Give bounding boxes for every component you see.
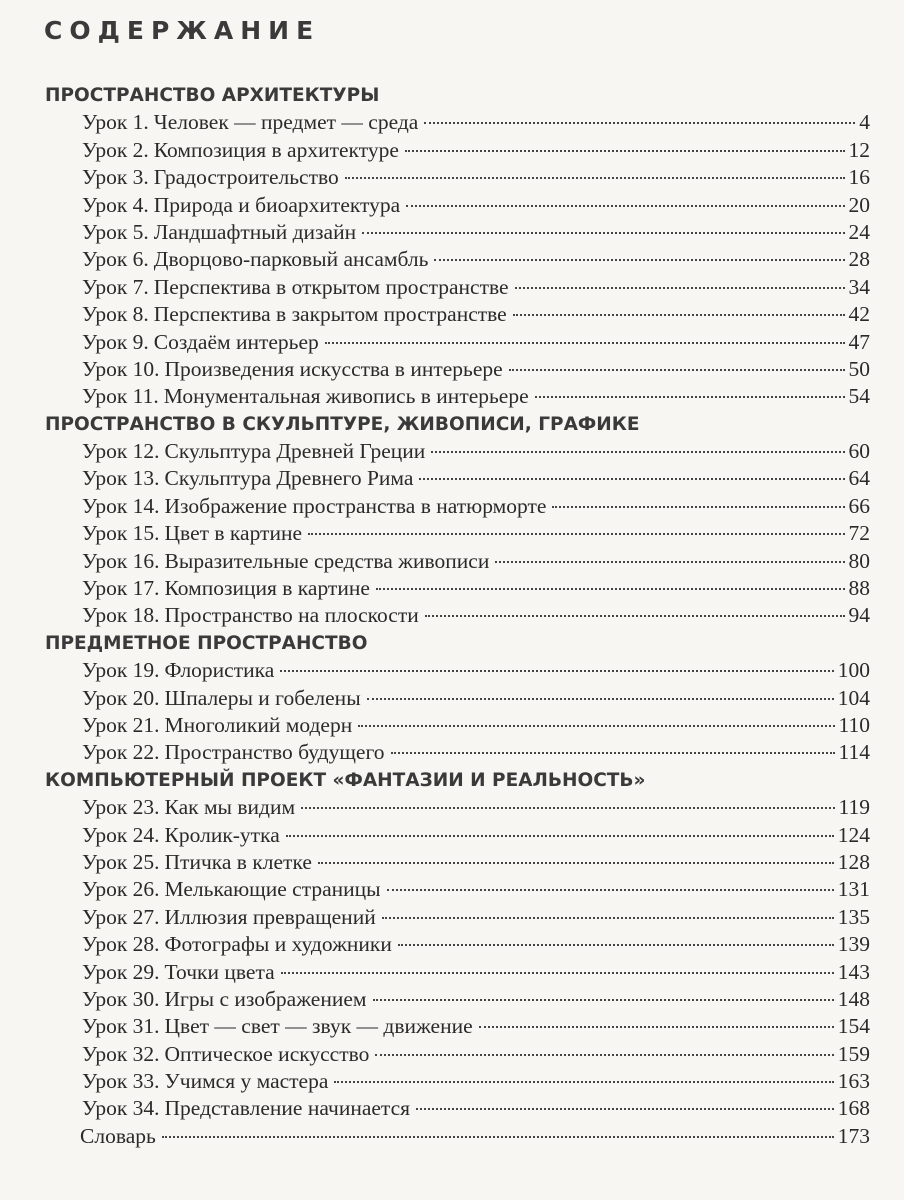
lesson-title: Композиция в картине bbox=[164, 576, 370, 601]
toc-entry[interactable] bbox=[0, 1068, 904, 1095]
page-number: 88 bbox=[848, 576, 870, 601]
dot-leader bbox=[431, 451, 844, 453]
toc-entry[interactable] bbox=[0, 959, 904, 986]
page-number: 28 bbox=[848, 247, 870, 272]
lesson-number: Урок 15. bbox=[82, 521, 160, 546]
toc-entry[interactable] bbox=[0, 383, 904, 410]
lesson-title: Мелькающие страницы bbox=[164, 877, 381, 902]
page-number: 104 bbox=[837, 685, 870, 710]
dot-leader bbox=[387, 889, 834, 891]
lesson-number: Урок 3. bbox=[82, 165, 149, 190]
lesson-number: Урок 32. bbox=[82, 1041, 160, 1066]
lesson-title: Представление начинается bbox=[164, 1096, 411, 1121]
lesson-title: Перспектива в закрытом пространстве bbox=[153, 302, 507, 327]
toc-entry[interactable] bbox=[0, 219, 904, 246]
dot-leader bbox=[358, 725, 834, 727]
lesson-title: Иллюзия превращений bbox=[164, 904, 376, 929]
lesson-number: Урок 11. bbox=[82, 384, 159, 409]
lesson-number: Урок 20. bbox=[82, 685, 160, 710]
dot-leader bbox=[301, 807, 834, 809]
lesson-number: Урок 21. bbox=[82, 712, 160, 737]
page-number: 20 bbox=[848, 192, 870, 217]
lesson-title: Изображение пространства в натюрморте bbox=[164, 493, 547, 518]
lesson-number: Урок 28. bbox=[82, 932, 160, 957]
dot-leader bbox=[434, 259, 844, 261]
dot-leader bbox=[376, 588, 845, 590]
dot-leader bbox=[424, 122, 855, 124]
dot-leader bbox=[373, 999, 834, 1001]
page-number: 110 bbox=[838, 712, 870, 737]
page-number: 135 bbox=[837, 904, 870, 929]
lesson-number: Урок 31. bbox=[82, 1014, 160, 1039]
lesson-number: Урок 4. bbox=[82, 192, 149, 217]
page-number: 50 bbox=[848, 356, 870, 381]
dot-leader bbox=[391, 752, 835, 754]
toc-entry[interactable] bbox=[0, 657, 904, 684]
section-heading: ПРЕДМЕТНОЕ ПРОСТРАНСТВО bbox=[45, 632, 368, 654]
lesson-number: Урок 25. bbox=[82, 849, 160, 874]
dot-leader bbox=[345, 177, 845, 179]
page-number: 148 bbox=[837, 986, 870, 1011]
dot-leader bbox=[367, 698, 834, 700]
lesson-title: Пространство будущего bbox=[164, 740, 385, 765]
page-number: 119 bbox=[838, 795, 870, 820]
lesson-title: Выразительные средства живописи bbox=[164, 548, 490, 573]
toc-entry[interactable] bbox=[0, 876, 904, 903]
glossary-title: Словарь bbox=[80, 1123, 156, 1148]
dot-leader bbox=[425, 615, 845, 617]
page-number: 173 bbox=[837, 1123, 870, 1148]
toc-entry[interactable] bbox=[0, 986, 904, 1013]
lesson-title: Скульптура Древней Греции bbox=[164, 439, 426, 464]
page-title: СОДЕРЖАНИЕ bbox=[44, 16, 321, 45]
toc-entry[interactable] bbox=[0, 822, 904, 849]
page-number: 12 bbox=[848, 137, 870, 162]
lesson-number: Урок 33. bbox=[82, 1069, 160, 1094]
page-number: 124 bbox=[837, 822, 870, 847]
dot-leader bbox=[419, 478, 844, 480]
lesson-title: Дворцово-парковый ансамбль bbox=[153, 247, 429, 272]
lesson-number: Урок 17. bbox=[82, 576, 160, 601]
page-number: 100 bbox=[837, 658, 870, 683]
lesson-number: Урок 9. bbox=[82, 329, 149, 354]
page-number: 94 bbox=[848, 603, 870, 628]
lesson-title: Учимся у мастера bbox=[164, 1069, 329, 1094]
page-number: 64 bbox=[848, 466, 870, 491]
lesson-number: Урок 14. bbox=[82, 493, 160, 518]
toc-entry[interactable] bbox=[0, 1095, 904, 1122]
lesson-title: Цвет — свет — звук — движение bbox=[164, 1014, 473, 1039]
lesson-title: Оптическое искусство bbox=[164, 1041, 370, 1066]
lesson-title: Ландшафтный дизайн bbox=[153, 219, 357, 244]
lesson-number: Урок 34. bbox=[82, 1096, 160, 1121]
toc-entry[interactable] bbox=[0, 274, 904, 301]
section-heading: ПРОСТРАНСТВО АРХИТЕКТУРЫ bbox=[45, 85, 380, 106]
lesson-number: Урок 7. bbox=[82, 274, 149, 299]
toc-entry[interactable] bbox=[0, 904, 904, 931]
lesson-number: Урок 24. bbox=[82, 822, 160, 847]
lesson-number: Урок 10. bbox=[82, 356, 160, 381]
lesson-number: Урок 23. bbox=[82, 795, 160, 820]
dot-leader bbox=[406, 205, 844, 207]
page-number: 168 bbox=[837, 1096, 870, 1121]
page-number: 72 bbox=[848, 521, 870, 546]
page-number: 42 bbox=[848, 302, 870, 327]
dot-leader bbox=[286, 835, 834, 837]
dot-leader bbox=[334, 1081, 833, 1083]
lesson-title: Цвет в картине bbox=[164, 521, 303, 546]
toc-entry[interactable] bbox=[0, 301, 904, 328]
lesson-title: Природа и биоархитектура bbox=[153, 192, 401, 217]
lesson-number: Урок 6. bbox=[82, 247, 149, 272]
dot-leader bbox=[325, 342, 845, 344]
dot-leader bbox=[479, 1026, 834, 1028]
toc-entry[interactable] bbox=[0, 109, 904, 136]
lesson-title: Многоликий модерн bbox=[164, 712, 353, 737]
toc-entry[interactable] bbox=[0, 356, 904, 383]
dot-leader bbox=[535, 396, 845, 398]
dot-leader bbox=[513, 314, 845, 316]
dot-leader bbox=[308, 533, 844, 535]
toc-entry[interactable] bbox=[0, 931, 904, 958]
toc-entry[interactable] bbox=[0, 794, 904, 821]
lesson-title: Человек — предмет — среда bbox=[153, 110, 419, 135]
dot-leader bbox=[362, 232, 844, 234]
lesson-title: Композиция в архитектуре bbox=[153, 137, 399, 162]
dot-leader bbox=[382, 917, 834, 919]
toc-entry[interactable] bbox=[0, 493, 904, 520]
dot-leader bbox=[162, 1136, 834, 1138]
page-number: 163 bbox=[837, 1069, 870, 1094]
lesson-number: Урок 19. bbox=[82, 658, 160, 683]
page-number: 54 bbox=[848, 384, 870, 409]
section-heading: ПРОСТРАНСТВО В СКУЛЬПТУРЕ, ЖИВОПИСИ, ГРАФИКЕ bbox=[45, 413, 640, 435]
toc-entry[interactable] bbox=[0, 712, 904, 739]
lesson-title: Точки цвета bbox=[164, 959, 275, 984]
page-number: 24 bbox=[848, 219, 870, 244]
dot-leader bbox=[375, 1054, 833, 1056]
lesson-number: Урок 22. bbox=[82, 740, 160, 765]
toc-entry[interactable] bbox=[0, 438, 904, 465]
lesson-title: Градостроительство bbox=[153, 165, 339, 190]
page-number: 159 bbox=[837, 1041, 870, 1066]
page-number: 4 bbox=[859, 110, 870, 135]
toc-entry[interactable] bbox=[0, 1013, 904, 1040]
lesson-title: Создаём интерьер bbox=[153, 329, 319, 354]
toc-entry-glossary[interactable] bbox=[0, 1123, 904, 1150]
lesson-number: Урок 12. bbox=[82, 439, 160, 464]
lesson-title: Кролик-утка bbox=[164, 822, 280, 847]
page-number: 60 bbox=[848, 439, 870, 464]
dot-leader bbox=[552, 506, 844, 508]
toc-entry[interactable] bbox=[0, 548, 904, 575]
page-number: 143 bbox=[837, 959, 870, 984]
lesson-title: Фотографы и художники bbox=[164, 932, 392, 957]
toc-entry[interactable] bbox=[0, 164, 904, 191]
page-number: 154 bbox=[837, 1014, 870, 1039]
lesson-title: Игры с изображением bbox=[164, 986, 367, 1011]
page-number: 128 bbox=[837, 849, 870, 874]
toc-entry[interactable] bbox=[0, 329, 904, 356]
lesson-number: Урок 27. bbox=[82, 904, 160, 929]
toc-entry[interactable] bbox=[0, 739, 904, 766]
table-of-contents bbox=[0, 82, 904, 1150]
dot-leader bbox=[318, 862, 834, 864]
toc-entry[interactable] bbox=[0, 685, 904, 712]
page-number: 131 bbox=[837, 877, 870, 902]
dot-leader bbox=[495, 561, 844, 563]
dot-leader bbox=[281, 972, 834, 974]
toc-entry[interactable] bbox=[0, 137, 904, 164]
lesson-title: Перспектива в открытом пространстве bbox=[153, 274, 509, 299]
lesson-number: Урок 13. bbox=[82, 466, 160, 491]
lesson-title: Скульптура Древнего Рима bbox=[164, 466, 414, 491]
lesson-title: Флористика bbox=[164, 658, 275, 683]
toc-entry[interactable] bbox=[0, 246, 904, 273]
lesson-number: Урок 1. bbox=[82, 110, 149, 135]
lesson-title: Птичка в клетке bbox=[164, 849, 312, 874]
toc-entry[interactable] bbox=[0, 1041, 904, 1068]
page-number: 80 bbox=[848, 548, 870, 573]
toc-entry[interactable] bbox=[0, 602, 904, 629]
lesson-title: Монументальная живопись в интерьере bbox=[163, 384, 529, 409]
page-number: 66 bbox=[848, 493, 870, 518]
toc-entry[interactable] bbox=[0, 465, 904, 492]
dot-leader bbox=[280, 670, 833, 672]
page-number: 34 bbox=[848, 274, 870, 299]
page-number: 16 bbox=[848, 165, 870, 190]
lesson-number: Урок 2. bbox=[82, 137, 149, 162]
toc-entry[interactable] bbox=[0, 192, 904, 219]
lesson-number: Урок 18. bbox=[82, 603, 160, 628]
toc-entry[interactable] bbox=[0, 575, 904, 602]
page-number: 114 bbox=[838, 740, 870, 765]
section-heading: КОМПЬЮТЕРНЫЙ ПРОЕКТ «ФАНТАЗИИ И РЕАЛЬНОСТЬ» bbox=[45, 769, 646, 791]
dot-leader bbox=[515, 287, 845, 289]
toc-entry[interactable] bbox=[0, 520, 904, 547]
toc-entry[interactable] bbox=[0, 849, 904, 876]
lesson-title: Шпалеры и гобелены bbox=[164, 685, 361, 710]
dot-leader bbox=[405, 150, 845, 152]
lesson-number: Урок 5. bbox=[82, 219, 149, 244]
lesson-title: Как мы видим bbox=[164, 795, 296, 820]
lesson-number: Урок 8. bbox=[82, 302, 149, 327]
lesson-title: Произведения искусства в интерьере bbox=[164, 356, 503, 381]
lesson-number: Урок 30. bbox=[82, 986, 160, 1011]
lesson-number: Урок 16. bbox=[82, 548, 160, 573]
lesson-number: Урок 29. bbox=[82, 959, 160, 984]
page-number: 47 bbox=[848, 329, 870, 354]
lesson-number: Урок 26. bbox=[82, 877, 160, 902]
dot-leader bbox=[509, 369, 845, 371]
dot-leader bbox=[398, 944, 834, 946]
page-number: 139 bbox=[837, 932, 870, 957]
dot-leader bbox=[416, 1108, 834, 1110]
lesson-title: Пространство на плоскости bbox=[164, 603, 419, 628]
